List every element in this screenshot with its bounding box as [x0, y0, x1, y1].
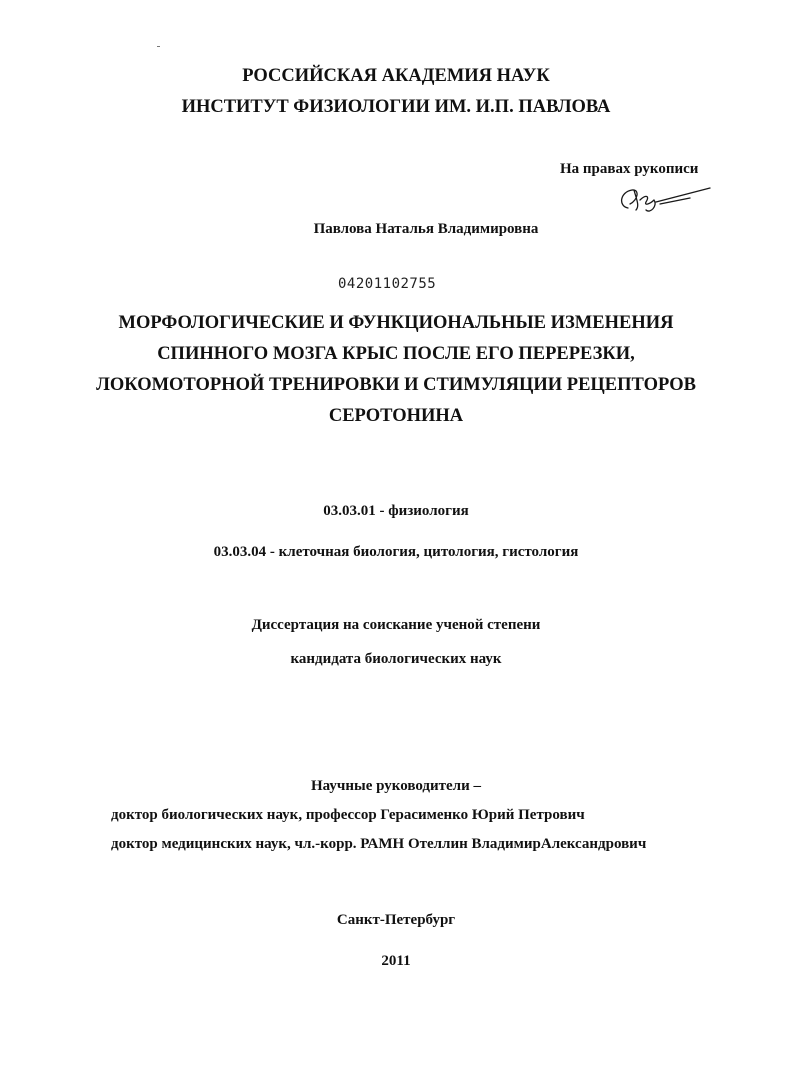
year: 2011	[381, 953, 411, 969]
academy-name: РОССИЙСКАЯ АКАДЕМИЯ НАУК	[242, 66, 550, 86]
title-line-2: СПИННОГО МОЗГА КРЫС ПОСЛЕ ЕГО ПЕРЕРЕЗКИ,	[157, 344, 635, 364]
title-line-4: СЕРОТОНИНА	[328, 406, 464, 426]
registration-number: 04201102755	[338, 276, 437, 292]
specialty-2: 03.03.04 - клеточная биология, цитология, гистология	[213, 544, 579, 560]
title-line-3: ЛОКОМОТОРНОЙ ТРЕНИРОВКИ И СТИМУЛЯЦИИ РЕЦЕПТОРОВ	[96, 375, 696, 395]
supervisor-1: доктор биологических наук, профессор Герасименко Юрий Петрович	[111, 807, 585, 823]
supervisors-heading: Научные руководители –	[311, 778, 481, 794]
city: Санкт-Петербург	[336, 912, 456, 928]
signature-icon	[610, 180, 720, 220]
degree-line-2: кандидата биологических наук	[290, 651, 502, 667]
supervisor-2: доктор медицинских наук, чл.-корр. РАМН Отеллин ВладимирАлександрович	[111, 836, 647, 852]
institute-name: ИНСТИТУТ ФИЗИОЛОГИИ ИМ. И.П. ПАВЛОВА	[181, 97, 611, 117]
scan-speck	[157, 46, 160, 47]
manuscript-note: На правах рукописи	[560, 161, 699, 177]
title-line-1: МОРФОЛОГИЧЕСКИЕ И ФУНКЦИОНАЛЬНЫЕ ИЗМЕНЕНИЯ	[118, 313, 674, 333]
degree-line-1: Диссертация на соискание ученой степени	[251, 617, 541, 633]
author-name: Павлова Наталья Владимировна	[313, 221, 539, 237]
specialty-1: 03.03.01 - физиология	[323, 503, 469, 519]
